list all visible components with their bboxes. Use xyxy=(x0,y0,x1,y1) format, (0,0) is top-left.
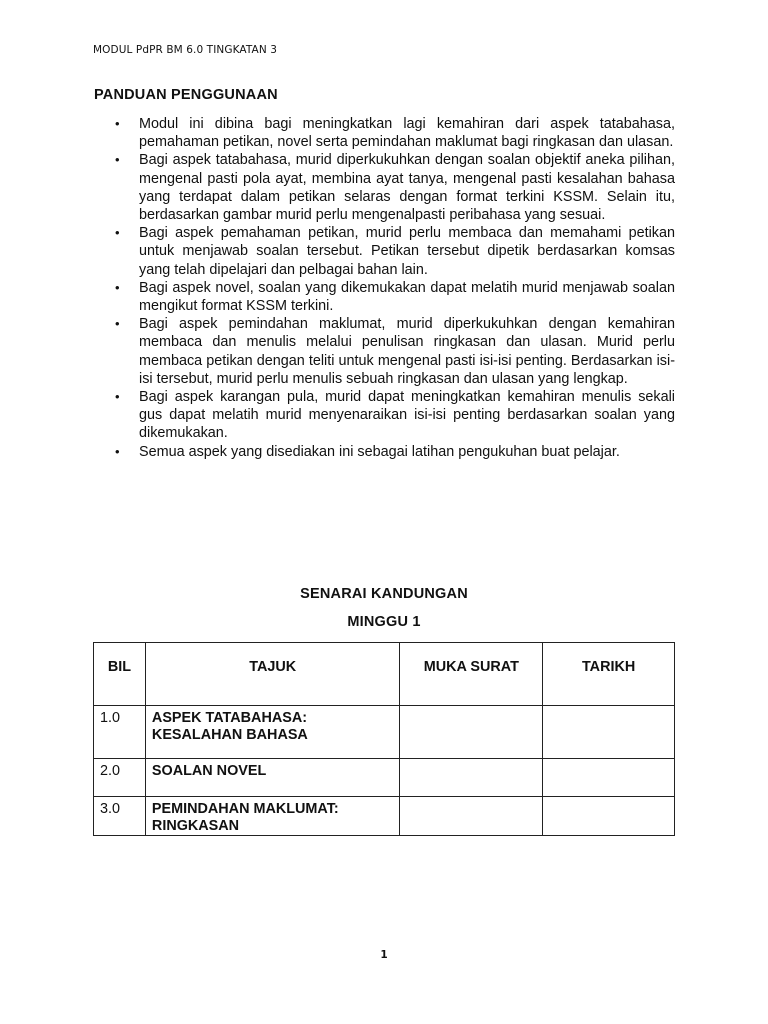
muka-surat-cell xyxy=(400,797,543,836)
guide-item-text: Bagi aspek tatabahasa, murid diperkukuhkan dengan soalan objektif aneka pilihan, mengenal pasti pola ayat, membina ayat tanya, mengenal pasti kesalahan bahasa yang terdapat dalam petikan selaras dengan format terkini KSSM. Selain itu, berdasarkan gambar murid perlu mengenalpasti peribahasa yang sesuai. xyxy=(139,152,675,224)
contents-title: SENARAI KANDUNGAN xyxy=(300,586,468,602)
tajuk-cell xyxy=(145,797,400,836)
tajuk-cell xyxy=(145,759,400,797)
guide-item xyxy=(93,224,675,279)
bullet-icon: • xyxy=(115,152,120,168)
column-header-tajuk: TAJUK xyxy=(145,643,400,706)
tarikh-cell xyxy=(543,706,675,759)
guide-item-text: Modul ini dibina bagi meningkatkan lagi kemahiran dari aspek tatabahasa, pemahaman petikan, novel serta pemindahan maklumat bagi ringkasan dan ulasan. xyxy=(139,116,675,151)
bullet-icon: • xyxy=(115,116,120,131)
table-row xyxy=(94,797,675,836)
guide-item xyxy=(93,279,675,315)
module-header: MODUL PdPR BM 6.0 TINGKATAN 3 xyxy=(93,44,278,56)
table-header-row xyxy=(94,643,675,706)
column-header-tarikh: TARIKH xyxy=(543,643,675,706)
page-number: 1 xyxy=(380,949,388,961)
bullet-icon: • xyxy=(115,443,120,459)
bil-cell: 3.0 xyxy=(94,797,146,836)
tajuk-line: RINGKASAN xyxy=(151,818,240,834)
guide-item-text: Semua aspek yang disediakan ini sebagai latihan pengukuhan buat pelajar. xyxy=(139,443,620,460)
column-header-bil: BIL xyxy=(94,643,146,706)
bil-cell: 2.0 xyxy=(94,759,146,797)
tajuk-line: KESALAHAN BAHASA xyxy=(151,727,308,743)
week-title: MINGGU 1 xyxy=(347,614,421,630)
guide-list xyxy=(93,115,675,461)
guide-item-text: Bagi aspek pemindahan maklumat, murid diperkukuhkan dengan kemahiran membaca dan menulis melalui penulisan ringkasan dan ulasan. Murid perlu membaca petikan dengan teliti untuk mengenal pasti isi-isi penting. Berdasarkan isi-isi tersebut, murid perlu menulis sebuah ringkasan dan ulasan yang lengkap. xyxy=(139,316,675,387)
tarikh-cell xyxy=(543,797,675,836)
guide-item-text: Bagi aspek pemahaman petikan, murid perlu membaca dan memahami petikan untuk menjawab soalan tersebut. Petikan tersebut dipetik berdasarkan komsas yang telah dipelajari dan pelbagai bahan lain. xyxy=(139,225,675,278)
guide-item xyxy=(93,315,675,388)
tajuk-line: ASPEK TATABAHASA: xyxy=(151,710,308,726)
bullet-icon: • xyxy=(115,279,120,295)
contents-table xyxy=(93,642,675,836)
muka-surat-cell xyxy=(400,759,543,797)
muka-surat-cell xyxy=(400,706,543,759)
bil-cell: 1.0 xyxy=(94,706,146,759)
bullet-icon: • xyxy=(115,389,120,405)
guide-item xyxy=(93,151,675,224)
guide-item xyxy=(93,443,675,461)
table-row xyxy=(94,759,675,797)
tajuk-cell xyxy=(145,706,400,759)
bullet-icon: • xyxy=(115,225,120,241)
guide-item-text: Bagi aspek novel, soalan yang dikemukakan dapat melatih murid menjawab soalan mengikut format KSSM terkini. xyxy=(139,279,675,315)
guide-item xyxy=(93,115,675,151)
tajuk-line: PEMINDAHAN MAKLUMAT: xyxy=(151,801,339,817)
tarikh-cell xyxy=(543,759,675,797)
guide-title: PANDUAN PENGGUNAAN xyxy=(94,87,278,103)
column-header-muka-surat: MUKA SURAT xyxy=(400,643,543,706)
guide-item-text: Bagi aspek karangan pula, murid dapat meningkatkan kemahiran menulis sekali gus dapat melatih murid menyenaraikan isi-isi penting berdasarkan soalan yang dikemukakan. xyxy=(139,389,675,442)
tajuk-line: SOALAN NOVEL xyxy=(151,763,267,779)
bullet-icon: • xyxy=(115,316,120,332)
guide-item xyxy=(93,388,675,443)
table-row xyxy=(94,706,675,759)
